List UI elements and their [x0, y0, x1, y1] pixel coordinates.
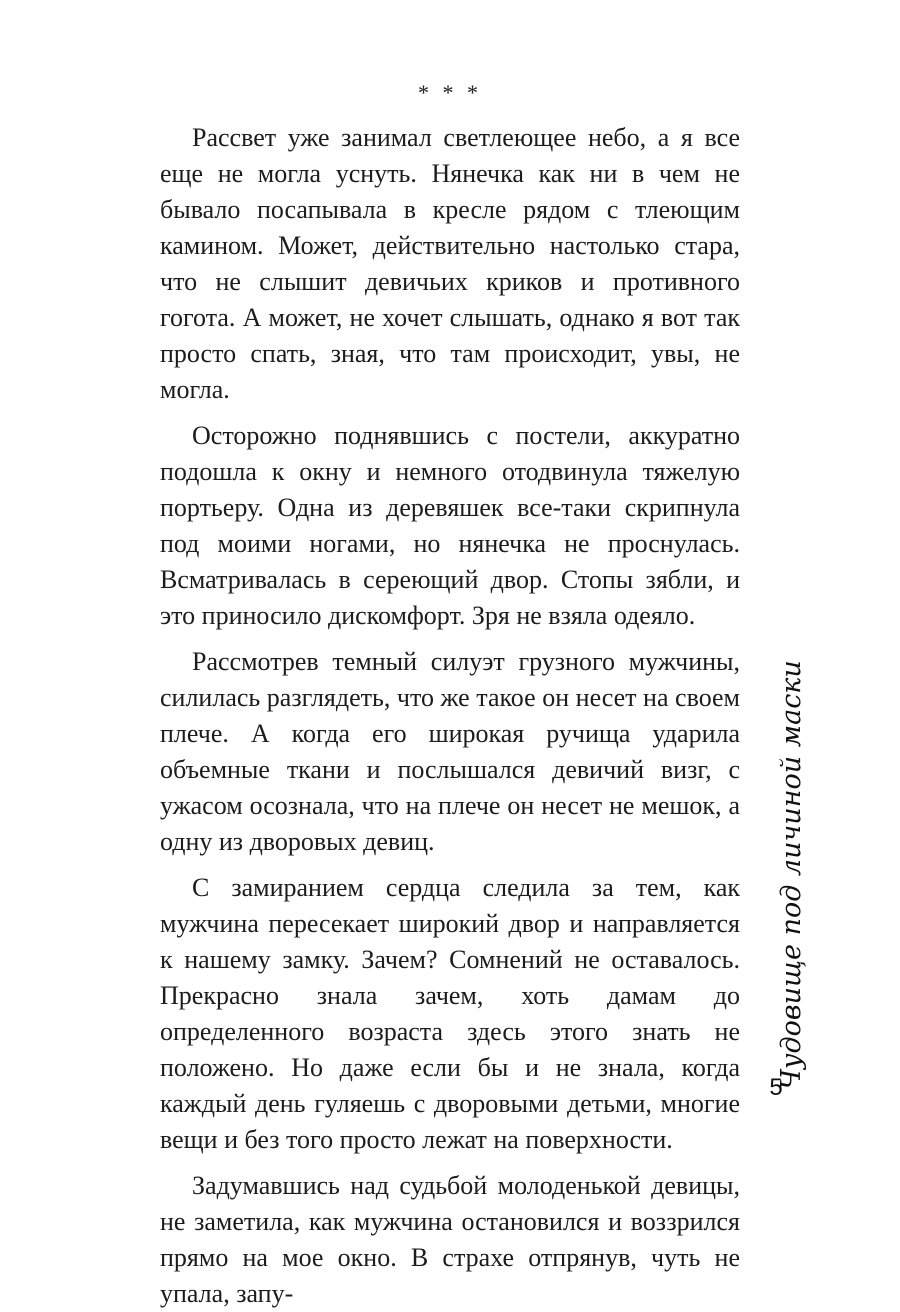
- paragraph-5: Задумавшись над судьбой молоденькой девицы, не заметила, как мужчина остановился и воззрился прямо на мое окно. В страхе отпрянув, чуть не упала, запу-: [160, 1171, 740, 1308]
- paragraph-2: Осторожно поднявшись с постели, аккуратно подошла к окну и немного отодвинула тяжелую портьеру. Одна из деревяшек все-таки скрипнула под моими ногами, но нянечка не проснулась. Всматривалась в сереющий двор. Стопы зябли, и это приносило дискомфорт. Зря не взяла одеяло.: [160, 421, 740, 630]
- paragraph-4: С замиранием сердца следила за тем, как мужчина пересекает широкий двор и направляется к нашему замку. Зачем? Сомнений не оставалось. Прекрасно знала зачем, хоть дамам до определенного возраста здесь этого знать не положено. Но даже если бы и не знала, когда каждый день гуляешь с дворовыми детьми, многие вещи и без того просто лежат на поверхности.: [160, 873, 740, 1154]
- body-text: [160, 120, 740, 1312]
- page-number: 5: [769, 1074, 783, 1101]
- running-title: Чудовище под личиной маски: [776, 660, 807, 1090]
- paragraph-3: Рассмотрев темный силуэт грузного мужчины, силилась разглядеть, что же такое он несет на своем плече. А когда его широкая ручища ударила объемные ткани и послышался девичий визг, с ужасом осознала, что на плече он несет не мешок, а одну из дворовых девиц.: [160, 647, 740, 856]
- paragraph-1: Рассвет уже занимал светлеющее небо, а я все еще не могла уснуть. Нянечка как ни в чем не бывало посапывала в кресле рядом с тлеющим камином. Может, действительно настолько стара, что не слышит девичьих криков и противного гогота. А может, не хочет слышать, однако я вот так просто спать, зная, что там происходит, увы, не могла.: [160, 123, 740, 404]
- section-separator: * * *: [418, 80, 482, 105]
